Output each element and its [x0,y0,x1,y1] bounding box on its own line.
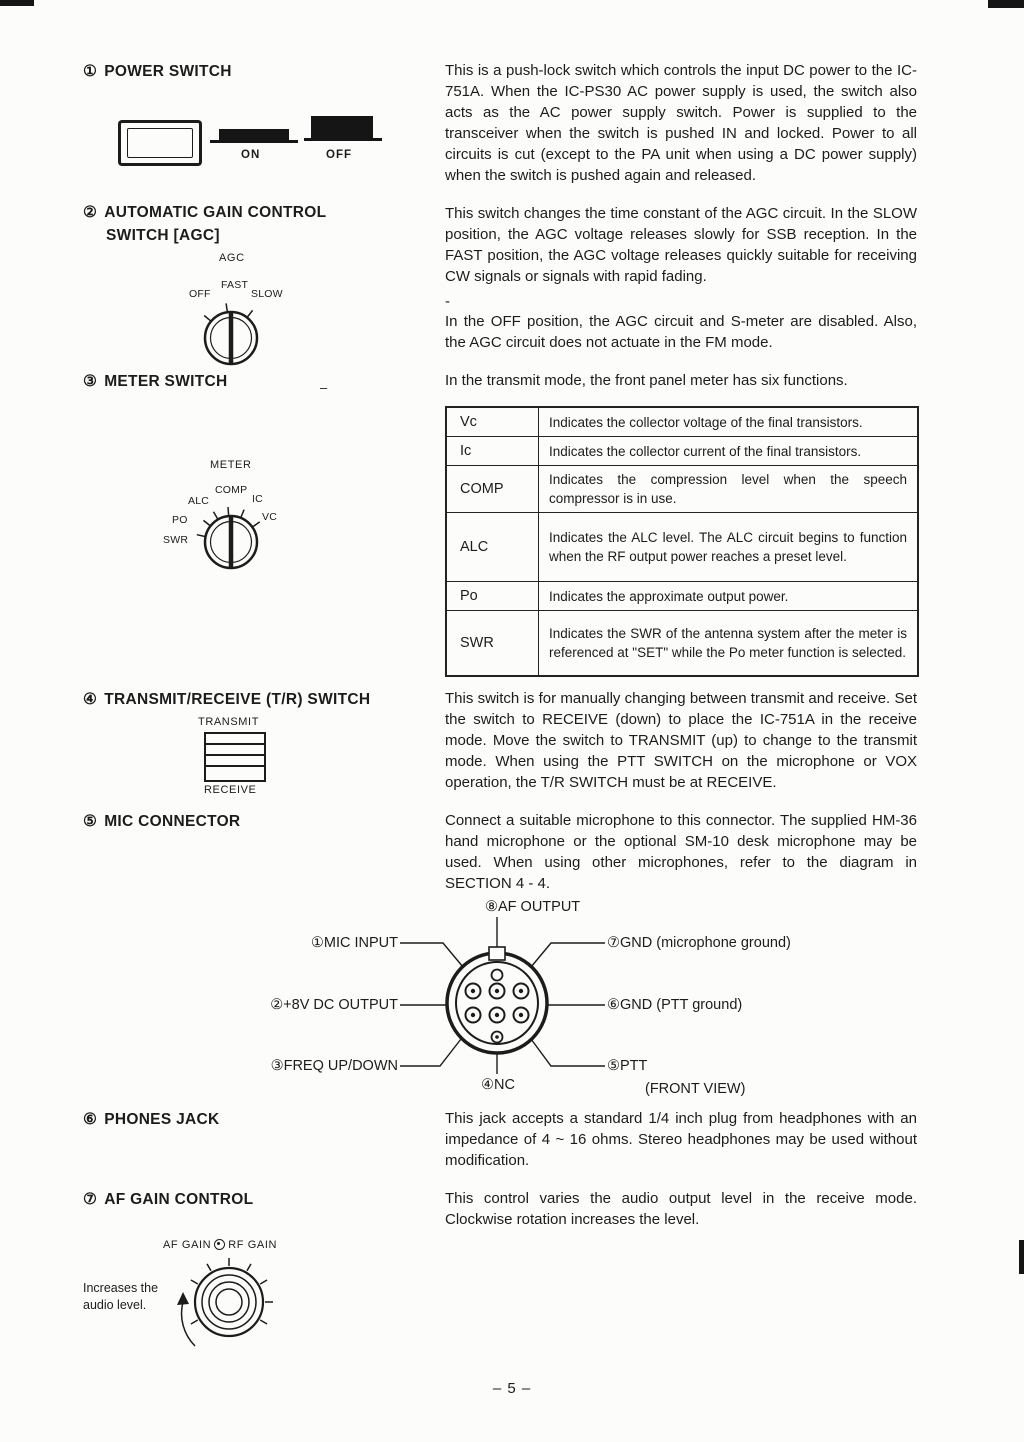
section-tr-heading [83,690,370,709]
table-desc: Indicates the compression level when the speech compressor is in use. [549,472,907,506]
pin-label-mic-input: ①MIC INPUT [310,935,398,951]
section-power-title: POWER SWITCH [104,63,232,80]
power-button-out-icon [118,120,202,166]
power-switch-on-icon [210,127,298,145]
pin-label-nc: ④NC [481,1077,515,1093]
phones-description: This jack accepts a standard 1/4 inch plug from headphones with an impedance of 4 ~ 16 ohms. Stereo headphones may be used without modification. [445,1110,917,1169]
mic-description: Connect a suitable microphone to this connector. The supplied HM-36 hand microphone or the optional SM-10 desk microphone may be used. When using other microphones, refer to the diagram in SECTION 4 - 4. [445,812,917,892]
meter-pos-vc: VC [262,511,277,523]
section-mic-title: MIC CONNECTOR [104,813,241,830]
rf-gain-caption: RF GAIN [228,1239,278,1251]
pin-label-gnd-ptt: ⑥GND (PTT ground) [607,997,743,1013]
tr-receive-label: RECEIVE [204,784,257,796]
table-desc: Indicates the SWR of the antenna system after the meter is referenced at "SET" while the Po meter function is selected. [549,626,907,660]
scan-artifact [1019,1240,1024,1274]
tr-transmit-label: TRANSMIT [198,716,260,728]
circled-number-1: ① [83,63,98,80]
agc-description-2: In the OFF position, the AGC circuit and S-meter are disabled. Also, the AGC circuit does not actuate in the FM mode. [445,313,917,351]
table-term: SWR [447,611,539,675]
power-switch-off-icon [304,116,382,146]
meter-knob-icon [186,500,276,590]
meter-knob-label: METER [210,459,252,471]
agc-pos-off: OFF [189,288,211,300]
pin-label-gnd-microphone: ⑦GND (microphone ground) [607,935,791,951]
af-gain-caption: AF GAIN [163,1239,212,1251]
table-row-vc [447,408,917,436]
meter-pos-alc: ALC [188,495,210,507]
power-on-label: ON [241,149,261,161]
table-term: COMP [447,466,539,512]
section-agc-title-line2: SWITCH [AGC] [106,227,220,244]
circled-number-3: ③ [83,373,98,390]
table-row-po [447,581,917,610]
meter-intro: In the transmit mode, the front panel meter has six functions. [445,372,848,389]
pin-label-ptt: ⑤PTT [607,1058,648,1074]
circled-number-6: ⑥ [83,1111,98,1128]
agc-knob-label: AGC [219,252,245,264]
meter-pos-ic: IC [252,493,263,505]
section-phones-title: PHONES JACK [104,1111,220,1128]
section-tr-title: TRANSMIT/RECEIVE (T/R) SWITCH [104,691,371,708]
agc-pos-slow: SLOW [251,288,283,300]
agc-dash: - [445,293,450,310]
circled-number-5: ⑤ [83,813,98,830]
section-agc-title-line1: AUTOMATIC GAIN CONTROL [104,204,327,221]
scan-artifact [0,0,34,6]
mic-connector-diagram [235,897,795,1112]
knob-pointer-icon [214,1239,225,1250]
table-row-ic [447,436,917,465]
afgain-knob-caption [163,1239,277,1251]
table-term: Po [447,582,539,610]
table-desc: Indicates the collector voltage of the final transistors. [549,414,863,430]
agc-pos-fast: FAST [221,279,249,291]
section-meter-title: METER SWITCH [104,373,228,390]
meter-dash-mark: – [320,380,328,395]
table-desc: Indicates the collector current of the final transistors. [549,443,862,459]
section-meter-heading [83,372,228,391]
scan-artifact [988,0,1024,8]
circled-number-7: ⑦ [83,1191,98,1208]
section-afgain-title: AF GAIN CONTROL [104,1191,254,1208]
pin-label-af-output: ⑧AF OUTPUT [485,899,581,915]
power-off-label: OFF [326,149,352,161]
circled-number-2: ② [83,204,98,221]
meter-functions-table [445,406,919,677]
meter-pos-po: PO [172,514,188,526]
table-term: ALC [447,513,539,581]
table-term: Ic [447,437,539,465]
table-desc: Indicates the ALC level. The ALC circuit begins to function when the RF output power reaches a preset level. [549,530,907,564]
table-row-swr [447,610,917,675]
section-power-heading [83,62,232,81]
afgain-description: This control varies the audio output level in the receive mode. Clockwise rotation increases the level. [445,1190,917,1228]
table-row-comp [447,465,917,512]
table-term: Vc [447,408,539,436]
section-afgain-heading [83,1190,253,1209]
pin-label-8v-dc-output: ②+8V DC OUTPUT [270,997,398,1013]
pin-label-freq-up-down: ③FREQ UP/DOWN [270,1058,398,1074]
front-view-label: (FRONT VIEW) [645,1081,746,1097]
tr-switch-icon [204,732,266,782]
afgain-note: Increases the audio level. [83,1281,159,1312]
section-agc-heading [83,203,326,222]
page-number: – 5 – [492,1380,532,1397]
power-description: This is a push-lock switch which controls the input DC power to the IC-751A. When the IC-PS30 AC power supply is used, the switch also acts as the AC power supply switch. Power is supplied to the transceiver when the switch is pushed IN and locked. Power to all circuits is cut (except to the PA unit when using a DC power supply) when the switch is pushed again and released. [445,62,917,184]
meter-pos-swr: SWR [163,534,189,546]
agc-description-1: This switch changes the time constant of the AGC circuit. In the SLOW position, the AGC voltage releases slowly for SSB reception. In the FAST position, the AGC voltage releases quickly suitable for receiving CW signals or signals with rapid fading. [445,205,917,285]
circled-number-4: ④ [83,691,98,708]
section-phones-heading [83,1110,219,1129]
table-row-alc [447,512,917,581]
meter-pos-comp: COMP [215,484,248,496]
agc-knob-icon [186,296,276,381]
table-desc: Indicates the approximate output power. [549,588,789,604]
tr-description: This switch is for manually changing between transmit and receive. Set the switch to RECEIVE (down) to place the IC-751A in the receive mode. Move the switch to TRANSMIT (up) to change to the transmit mode. When using the PTT SWITCH on the microphone or VOX operation, the T/R SWITCH must be at RECEIVE. [445,690,917,791]
section-mic-heading [83,812,240,831]
